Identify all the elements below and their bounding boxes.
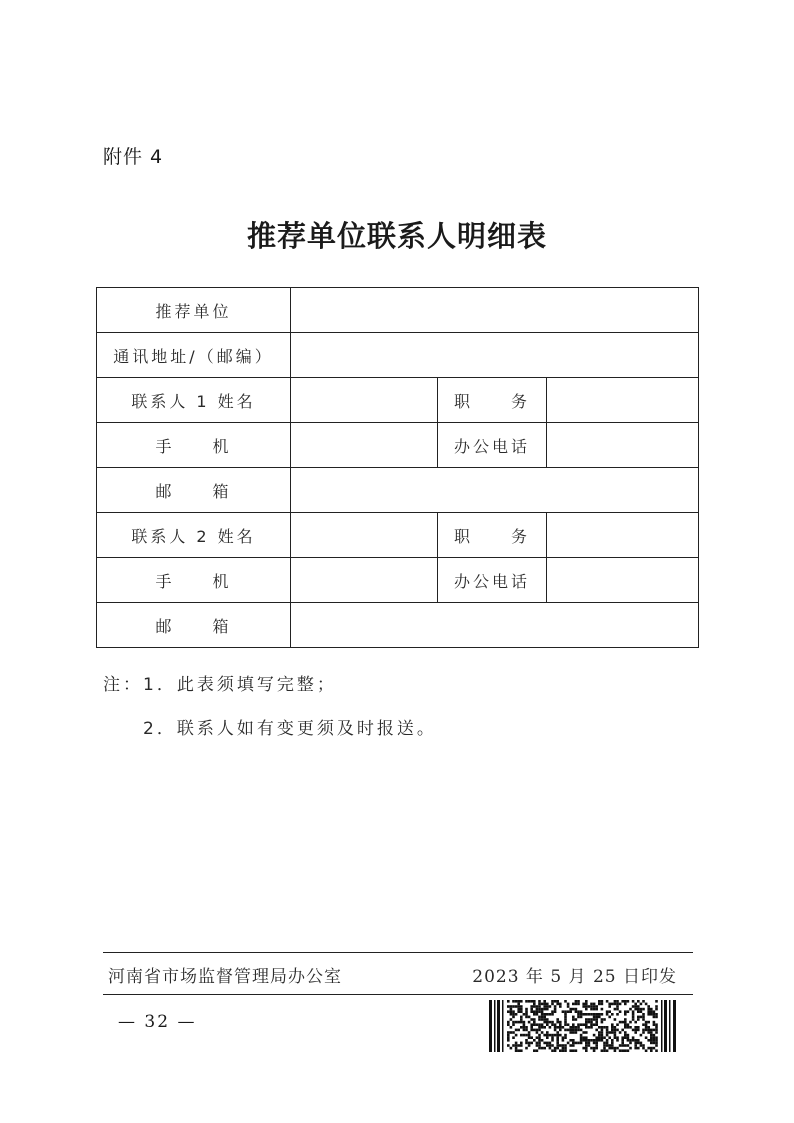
notes: [103, 663, 437, 751]
contact2-office-phone-field[interactable]: [547, 558, 699, 603]
attachment-label: 附件 4: [103, 146, 164, 168]
contact1-mobile-label: 手 机: [97, 423, 291, 468]
contact2-mobile-label: 手 机: [97, 558, 291, 603]
contact1-name-field[interactable]: [291, 378, 438, 423]
contact2-office-phone-label: 办公电话: [438, 558, 547, 603]
table-row: [97, 603, 699, 648]
table-row: [97, 288, 699, 333]
note-1: 注：1．此表须填写完整；: [103, 675, 337, 695]
issue-date: 2023 年 5 月 25 日印发: [472, 967, 677, 987]
contact1-email-field[interactable]: [291, 468, 699, 513]
contact1-position-label: 职 务: [438, 378, 547, 423]
table-row: [97, 558, 699, 603]
contact2-name-field[interactable]: [291, 513, 438, 558]
table-row: [97, 513, 699, 558]
footer-top-rule: [103, 952, 693, 953]
contact2-email-field[interactable]: [291, 603, 699, 648]
contact2-position-field[interactable]: [547, 513, 699, 558]
issuing-organization: 河南省市场监督管理局办公室: [108, 967, 342, 987]
contact2-email-label: 邮 箱: [97, 603, 291, 648]
unit-value-field[interactable]: [291, 288, 699, 333]
contact2-name-label: 联系人 2 姓名: [97, 513, 291, 558]
table-row: [97, 378, 699, 423]
contact1-office-phone-label: 办公电话: [438, 423, 547, 468]
table-row: [97, 468, 699, 513]
page-number: — 32 —: [118, 1012, 197, 1032]
contact2-position-label: 职 务: [438, 513, 547, 558]
address-value-field[interactable]: [291, 333, 699, 378]
footer-bottom-rule: [103, 994, 693, 995]
contact1-email-label: 邮 箱: [97, 468, 291, 513]
address-label: 通讯地址/（邮编）: [97, 333, 291, 378]
unit-label: 推荐单位: [97, 288, 291, 333]
page-title: 推荐单位联系人明细表: [246, 219, 547, 253]
table-row: [97, 333, 699, 378]
contact2-mobile-field[interactable]: [291, 558, 438, 603]
contact-form-table: [96, 287, 699, 648]
note-2: 2．联系人如有变更须及时报送。: [143, 719, 437, 739]
contact1-office-phone-field[interactable]: [547, 423, 699, 468]
contact1-mobile-field[interactable]: [291, 423, 438, 468]
table-row: [97, 423, 699, 468]
barcode-icon: [489, 1000, 677, 1052]
contact1-name-label: 联系人 1 姓名: [97, 378, 291, 423]
contact1-position-field[interactable]: [547, 378, 699, 423]
